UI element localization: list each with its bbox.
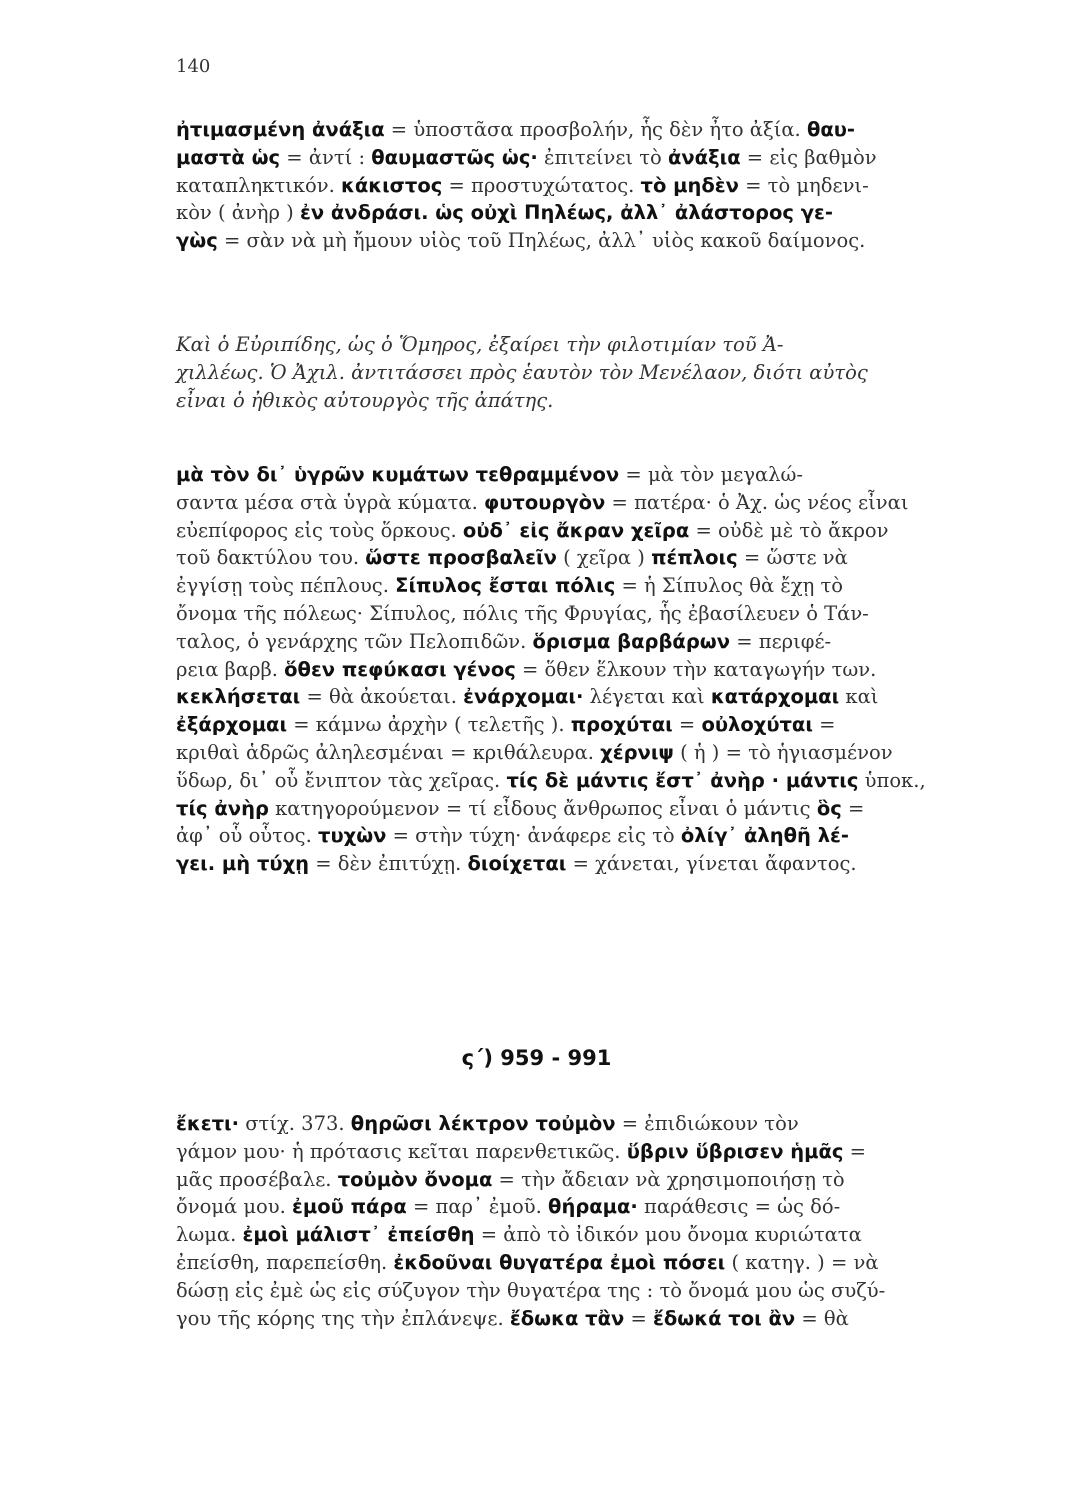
text-run: = ὥστε νὰ (737, 546, 848, 570)
bold-lemma: τίς δὲ μάντις ἔστ᾽ ἀνὴρ · μάντις (506, 768, 859, 792)
bold-lemma: χέρνιψ (600, 740, 674, 764)
text-run: κατηγορούμενον = τί εἶδους ἄνθρωπος εἶναι ὁ μάντις (268, 796, 817, 820)
bold-lemma: ἐκδοῦναι θυγατέρα ἐμοὶ πόσει (393, 1250, 726, 1274)
bold-lemma: ὕβριν ὕβρισεν ἡμᾶς (626, 1139, 844, 1163)
text-run: = θὰ (795, 1306, 849, 1330)
paragraph-commentary-2 (176, 461, 1022, 878)
text-run: = (841, 796, 865, 820)
text-run: λωμα. (176, 1223, 243, 1247)
text-line (176, 517, 1022, 545)
text-run: ὄνομα τῆς πόλεως· Σίπυλος, πόλις τῆς Φρυγίας, ἧς ἐβασίλευεν ὁ Τάν- (176, 601, 869, 625)
text-run: = στὴν τύχη· ἀνάφερε εἰς τὸ (386, 824, 681, 848)
text-line (176, 489, 1022, 517)
bold-lemma: προχύται (570, 713, 673, 737)
bold-lemma: ὀλίγ᾽ ἀληθῆ λέ- (680, 824, 849, 848)
bold-lemma: κάκιστος (340, 173, 443, 197)
bold-lemma: τὸ μηδὲν (640, 173, 739, 197)
bold-lemma: Σίπυλος ἔσται πόλις (395, 574, 616, 598)
text-line (176, 544, 1022, 572)
text-run: = παρ᾽ ἐμοῦ. (406, 1195, 549, 1219)
bold-lemma: μὰ τὸν δι᾽ ὑγρῶν κυμάτων τεθραμμένον (176, 463, 620, 486)
text-run: εἶναι ὁ ἠθικὸς αὐτουργὸς τῆς ἀπάτης. (176, 388, 554, 412)
text-run: = ἀντί : (280, 145, 372, 169)
text-run: = δὲν ἐπιτύχῃ. (309, 852, 468, 876)
bold-lemma: ἔκετι· (176, 1112, 240, 1135)
bold-lemma: ὥστε προσβαλεῖν (365, 546, 557, 570)
text-run: σαντα μέσα στὰ ὑγρὰ κύματα. (176, 490, 484, 514)
text-run: εὐεπίφορος εἰς τοὺς ὅρκους. (176, 518, 463, 542)
bold-lemma: διοίχεται (467, 852, 567, 876)
bold-lemma: τίς ἀνὴρ (176, 796, 269, 820)
paragraph-note-italic (176, 331, 1022, 414)
bold-lemma: τοὐμὸν ὄνομα (337, 1167, 493, 1191)
text-line (176, 387, 1022, 415)
text-run: = (624, 1306, 654, 1330)
text-line (176, 767, 1022, 795)
text-line (176, 116, 1022, 144)
text-run: = ἀπὸ τὸ ἰδικόν μου ὄνομα κυριώτατα (474, 1223, 862, 1247)
text-run: = (672, 713, 702, 737)
text-line (176, 656, 1022, 684)
text-run: = ἐπιδιώκουν τὸν (615, 1112, 799, 1135)
text-run: = προστυχώτατος. (442, 173, 641, 197)
bold-lemma: ἔδωκά τοι ἂν (653, 1306, 796, 1330)
bold-lemma: γὼς (176, 229, 218, 253)
text-line (176, 1305, 1022, 1333)
bold-lemma: ὃς (816, 796, 842, 820)
bold-lemma: μαστὰ ὡς (176, 145, 281, 169)
bold-lemma: θήραμα· (548, 1195, 638, 1219)
text-run: = μὰ τὸν μεγαλώ- (619, 463, 804, 486)
bold-lemma: ἀνάξια (668, 145, 741, 169)
text-run: ἐπείσθη, παρεπείσθη. (176, 1250, 394, 1274)
bold-lemma: φυτουργὸν (483, 490, 606, 514)
text-line (176, 359, 1022, 387)
text-line (176, 572, 1022, 600)
text-line (176, 1110, 1022, 1138)
page-number: 140 (176, 56, 211, 77)
bold-lemma: κεκλήσεται (176, 685, 301, 709)
bold-lemma: τυχὼν (318, 824, 387, 848)
text-run: καὶ (839, 685, 879, 709)
bold-lemma: ἐνάρχομαι· (463, 685, 584, 709)
text-run: = σὰν νὰ μὴ ἤμουν υἱὸς τοῦ Πηλέως, ἀλλ᾽ υἱὸς κακοῦ δαίμονος. (217, 229, 866, 253)
bold-lemma: θαυμαστῶς ὡς· (371, 145, 538, 169)
text-run: ὑποκ., (858, 768, 926, 792)
text-line (176, 227, 1022, 255)
text-run: ( χεῖρα ) (556, 546, 652, 570)
bold-lemma: οὐλοχύται (701, 713, 813, 737)
text-run: ὄνομά μου. (176, 1195, 293, 1219)
text-run: ἀφ᾽ οὗ οὗτος. (176, 824, 319, 848)
text-run: ταλος, ὁ γενάρχης τῶν Πελοπιδῶν. (176, 629, 533, 653)
text-line (176, 850, 1022, 878)
text-run: = (843, 1139, 867, 1163)
text-run: τοῦ δακτύλου του. (176, 546, 366, 570)
bold-lemma: κατάρχομαι (710, 685, 840, 709)
bold-lemma: γει. μὴ τύχῃ (176, 852, 310, 876)
text-run: χιλλέως. Ὁ Ἀχιλ. ἀντιτάσσει πρὸς ἑαυτὸν τὸν Μενέλαον, διότι αὐτὸς (176, 360, 868, 384)
bold-lemma: ἐν ἀνδράσι. ὡς οὐχὶ Πηλέως, ἀλλ᾽ ἀλάστορος γε- (299, 201, 833, 225)
text-run: ἐπιτείνει τὸ (537, 145, 668, 169)
text-line (176, 144, 1022, 172)
text-run: ὕδωρ, δι᾽ οὗ ἔνιπτον τὰς χεῖρας. (176, 768, 507, 792)
text-run: = εἰς βαθμὸν (740, 145, 877, 169)
text-line (176, 739, 1022, 767)
text-run: = ὑποστᾶσα προσβολήν, ἧς δὲν ἦτο ἀξία. (384, 118, 807, 141)
text-run: λέγεται καὶ (583, 685, 711, 709)
text-run: κὸν ( ἀνὴρ ) (176, 201, 300, 225)
text-run: = χάνεται, γίνεται ἄφαντος. (566, 852, 857, 876)
bold-lemma: οὐδ᾽ εἰς ἄκραν χεῖρα (462, 518, 690, 542)
text-line (176, 628, 1022, 656)
text-run: = ὅθεν ἕλκουν τὴν καταγωγήν των. (515, 657, 877, 681)
bold-lemma: ἐξάρχομαι (176, 713, 288, 737)
text-run: δώσῃ εἰς ἐμὲ ὡς εἰς σύζυγον τὴν θυγατέρα της : τὸ ὄνομά μου ὡς συζύ- (176, 1278, 886, 1302)
text-run: παράθεσις = ὡς δό- (637, 1195, 841, 1219)
text-run: = περιφέ- (730, 629, 832, 653)
text-line (176, 711, 1022, 739)
text-line (176, 331, 1022, 359)
bold-lemma: ὅρισμα βαρβάρων (532, 629, 731, 653)
text-run: = τὸ μηδενι- (738, 173, 869, 197)
text-run: μᾶς προσέβαλε. (176, 1167, 338, 1191)
text-line (176, 822, 1022, 850)
text-line (176, 1138, 1022, 1166)
text-run: στίχ. 373. (239, 1112, 351, 1135)
bold-lemma: πέπλοις (651, 546, 738, 570)
text-run: Καὶ ὁ Εὐριπίδης, ὡς ὁ Ὅμηρος, ἐξαίρει τὴν φιλοτιμίαν τοῦ Ἀ- (176, 333, 784, 356)
text-run: ( κατηγ. ) = νὰ (725, 1250, 879, 1274)
text-run: γάμον μου· ἡ πρότασις κεῖται παρενθετικῶς. (176, 1139, 627, 1163)
text-line (176, 600, 1022, 628)
text-line (176, 172, 1022, 200)
text-line (176, 683, 1022, 711)
text-run: ρεια βαρβ. (176, 657, 285, 681)
text-line (176, 1249, 1022, 1277)
text-run: = κάμνω ἀρχὴν ( τελετῆς ). (287, 713, 571, 737)
text-run: ἐγγίσῃ τοὺς πέπλους. (176, 574, 396, 598)
bold-lemma: θαυ- (806, 118, 855, 141)
bold-lemma: ἔδωκα τἂν (509, 1306, 625, 1330)
text-run: = ἡ Σίπυλος θὰ ἔχῃ τὸ (615, 574, 844, 598)
text-line (176, 1277, 1022, 1305)
text-line (176, 795, 1022, 823)
text-run: ( ἡ ) = τὸ ἡγιασμένον (673, 740, 893, 764)
bold-lemma: ὅθεν πεφύκασι γένος (284, 657, 516, 681)
text-run: = τὴν ἄδειαν νὰ χρησιμοποιήσῃ τὸ (492, 1167, 845, 1191)
text-line (176, 461, 1022, 489)
bold-lemma: ἐμοῦ πάρα (292, 1195, 407, 1219)
text-run: κριθαὶ ἁδρῶς ἀληλεσμέναι = κριθάλευρα. (176, 740, 601, 764)
bold-lemma: ἐμοὶ μάλιστ᾽ ἐπείσθη (242, 1223, 475, 1247)
text-run: καταπληκτικόν. (176, 173, 341, 197)
bold-lemma: θηρῶσι λέκτρον τοὐμὸν (350, 1112, 616, 1135)
text-line (176, 1193, 1022, 1221)
text-run: = οὐδὲ μὲ τὸ ἄκρον (689, 518, 889, 542)
text-line (176, 1166, 1022, 1194)
section-heading: ς΄) 959 - 991 (461, 1046, 612, 1070)
bold-lemma: ἠτιμασμένη ἀνάξια (176, 118, 385, 141)
text-line (176, 199, 1022, 227)
paragraph-commentary-3 (176, 1110, 1022, 1332)
text-run: γου τῆς κόρης της τὴν ἐπλάνεψε. (176, 1306, 510, 1330)
text-run: = (812, 713, 836, 737)
text-line (176, 1221, 1022, 1249)
text-run: = πατέρα· ὁ Ἀχ. ὡς νέος εἶναι (605, 490, 909, 514)
text-run: = θὰ ἀκούεται. (300, 685, 464, 709)
paragraph-commentary-1 (176, 116, 1022, 255)
